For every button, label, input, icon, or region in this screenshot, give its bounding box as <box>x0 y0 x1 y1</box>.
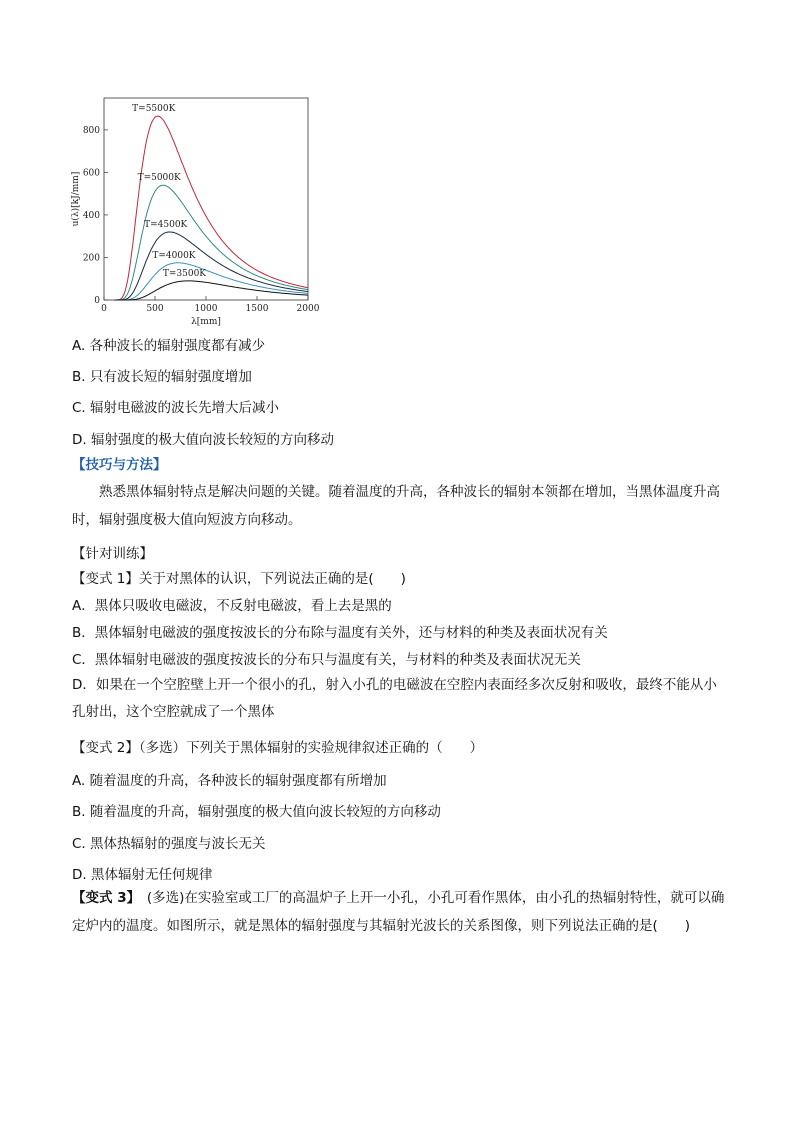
variant-2-option-a: A. 随着温度的升高，各种波长的辐射强度都有所增加 <box>72 773 387 789</box>
series-label-2: T=4500K <box>144 219 188 230</box>
training-heading: 【针对训练】 <box>72 546 153 562</box>
blackbody-radiation-chart <box>66 90 326 340</box>
y-axis-label: u(λ)[kJ/mm] <box>71 171 81 227</box>
x-tick-label: 1500 <box>245 304 269 314</box>
variant-2-tag: 【变式 2】 <box>72 740 139 756</box>
option-b: B. 只有波长短的辐射强度增加 <box>72 369 252 385</box>
series-label-3: T=4000K <box>152 250 196 261</box>
x-tick-label: 2000 <box>296 304 320 314</box>
x-axis-label: λ[mm] <box>191 317 221 327</box>
y-tick-label: 600 <box>82 168 100 179</box>
variant-3-stem: (多选)在实验室或工厂的高温炉子上开一小孔，小孔可看作黑体，由小孔的热辐射特性，就可以确定炉内的温度。如图所示，就是黑体的辐射强度与其辐射光波长的关系图像，则下列说法正确的是( ) <box>72 890 725 934</box>
y-tick-label: 800 <box>82 125 100 136</box>
series-label-4: T=3500K <box>162 268 207 279</box>
variant-2-stem: （多选）下列关于黑体辐射的实验规律叙述正确的（ ） <box>138 740 484 756</box>
variant-1-option-c: C．黑体辐射电磁波的强度按波长的分布只与温度有关，与材料的种类及表面状况无关 <box>72 652 581 668</box>
variant-1-option-b: B．黑体辐射电磁波的强度按波长的分布除与温度有关外，还与材料的种类及表面状况有关 <box>72 625 608 641</box>
y-tick-label: 200 <box>82 253 100 264</box>
variant-2-option-b: B. 随着温度的升高，辐射强度的极大值向波长较短的方向移动 <box>72 804 441 820</box>
method-text: 熟悉黑体辐射特点是解决问题的关键。随着温度的升高，各种波长的辐射本领都在增加，当黑体温度升高时，辐射强度极大值向短波方向移动。 <box>72 484 720 528</box>
variant-3-question <box>72 884 726 940</box>
y-tick-label: 0 <box>94 296 100 306</box>
variant-2-option-c: C. 黑体热辐射的强度与波长无关 <box>72 836 266 852</box>
x-tick-label: 0 <box>101 304 107 314</box>
variant-1-stem: 关于对黑体的认识，下列说法正确的是( ) <box>138 571 406 587</box>
y-tick-label: 400 <box>82 210 100 221</box>
option-a: A. 各种波长的辐射强度都有减少 <box>72 338 266 354</box>
x-tick-label: 500 <box>146 304 164 314</box>
variant-2-question <box>72 738 483 758</box>
x-tick-label: 1000 <box>194 304 218 314</box>
variant-1-option-d: D．如果在一个空腔壁上开一个很小的孔，射入小孔的电磁波在空腔内表面经多次反射和吸收，最终不能从小孔射出，这个空腔就成了一个黑体 <box>72 677 717 720</box>
variant-3-tag: 【变式 3】 <box>72 890 134 906</box>
series-label-1: T=5000K <box>137 173 181 184</box>
variant-1-tag: 【变式 1】 <box>72 571 139 587</box>
option-c: C. 辐射电磁波的波长先增大后减小 <box>72 400 280 416</box>
method-heading: 【技巧与方法】 <box>72 457 167 473</box>
variant-2-option-d: D. 黑体辐射无任何规律 <box>72 867 213 883</box>
variant-1-option-a: A．黑体只吸收电磁波，不反射电磁波，看上去是黑的 <box>72 598 392 614</box>
option-d: D. 辐射强度的极大值向波长较短的方向移动 <box>72 432 334 448</box>
variant-1-question <box>72 569 406 589</box>
series-label-0: T=5500K <box>132 104 176 115</box>
